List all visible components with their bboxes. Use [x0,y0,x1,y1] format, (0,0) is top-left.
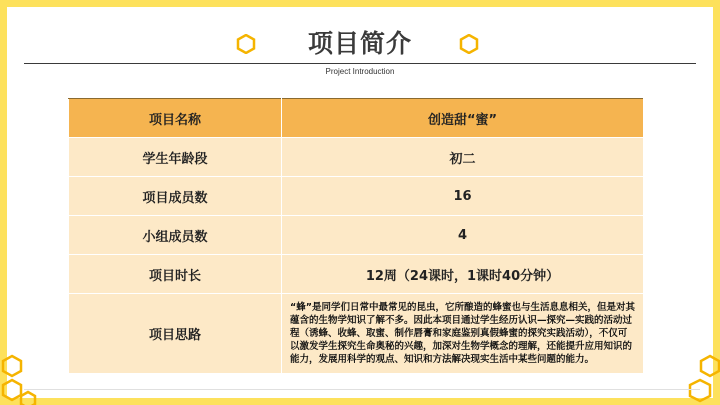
table-row [69,216,644,255]
row-value-cell: 4 [282,216,644,255]
title-divider [24,63,696,64]
row-value-cell: 初二 [282,138,644,177]
header-value-cell: 创造甜“蜜” [282,99,644,138]
hexagon-icon [682,352,720,405]
table-header-row [69,99,644,138]
project-info-table [68,98,644,374]
table-row [69,294,644,374]
row-label-cell: 学生年龄段 [69,138,282,177]
footer-divider [24,389,700,390]
row-value-cell: 12周（24课时，1课时40分钟） [282,255,644,294]
table-row [69,177,644,216]
table-row [69,255,644,294]
row-label-cell: 项目成员数 [69,177,282,216]
row-value-cell: 16 [282,177,644,216]
table-row [69,138,644,177]
page-subtitle: Project Introduction [325,67,395,76]
header-label-cell: 项目名称 [69,99,282,138]
hexagon-icon [0,352,44,405]
row-label-cell: 项目时长 [69,255,282,294]
project-idea-text: “蜂”是同学们日常中最常见的昆虫，它所酿造的蜂蜜也与生活息息相关，但是对其蕴含的生物学知识了解不多。因此本项目通过学生经历认识—探究—实践的活动过程（诱蜂、收蜂、取蜜、制作唇膏和家庭鉴别真假蜂蜜的探究实践活动），不仅可以激发学生探究生命奥秘的兴趣，加深对生物学概念的理解，还能提升应用知识的能力，发展用科学的观点、知识和方法解决现实生活中某些问题的能力。 [282,294,644,374]
page-title: 项目简介 [307,29,412,58]
row-label-cell: 项目思路 [69,294,282,374]
row-label-cell: 小组成员数 [69,216,282,255]
